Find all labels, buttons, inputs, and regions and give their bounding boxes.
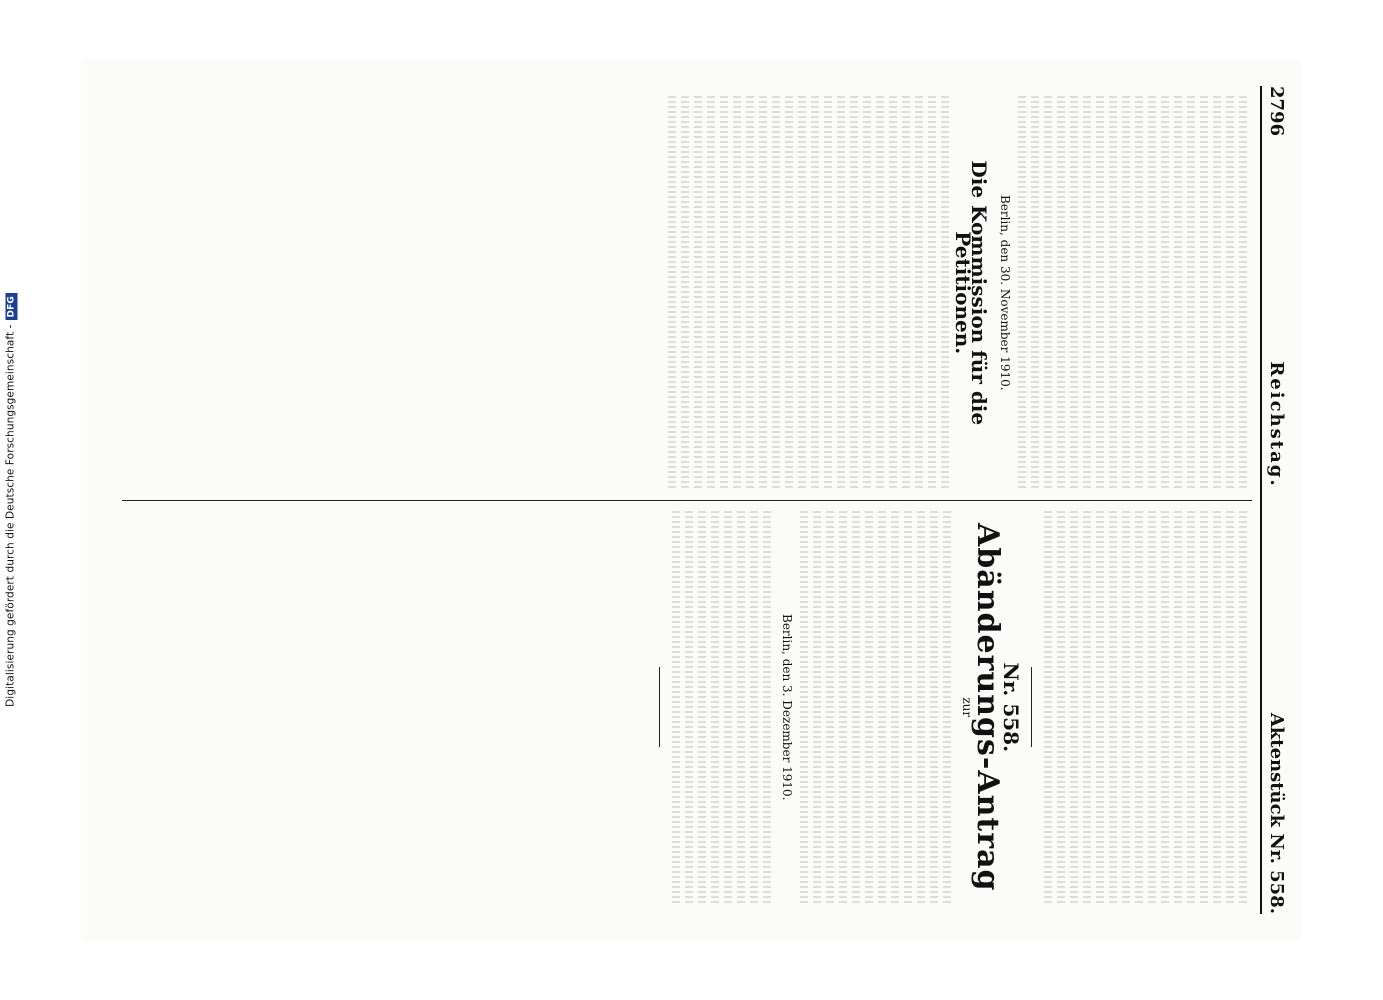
- illegible-line: [1174, 511, 1182, 905]
- illegible-line: [1018, 96, 1026, 490]
- illegible-line: [839, 511, 847, 905]
- credit-label: Digitalisierung gefördert durch die Deutsche Forschungsgemeinschaft -: [4, 324, 17, 707]
- illegible-line: [759, 96, 767, 490]
- illegible-line: [750, 511, 758, 905]
- illegible-line: [1044, 96, 1052, 490]
- section-rule: [1031, 667, 1032, 747]
- illegible-line: [711, 511, 719, 905]
- illegible-line: [889, 96, 897, 490]
- illegible-line: [1161, 96, 1169, 490]
- right-column: [122, 501, 1252, 915]
- illegible-line: [1148, 96, 1156, 490]
- illegible-line: [698, 511, 706, 905]
- illegible-line: [1226, 511, 1234, 905]
- illegible-line: [902, 96, 910, 490]
- illegible-line: [1213, 96, 1221, 490]
- illegible-line: [672, 511, 680, 905]
- page-number: 2796: [1266, 86, 1287, 137]
- document-number: Aktenstück Nr. 558.: [1266, 712, 1287, 914]
- illegible-line: [917, 511, 925, 905]
- illegible-line: [941, 96, 949, 490]
- page-header: [1260, 86, 1287, 914]
- illegible-line: [1226, 96, 1234, 490]
- amendment-date: Berlin, den 3. Dezember 1910.: [780, 614, 794, 801]
- illegible-line: [1057, 511, 1065, 905]
- illegible-line: [1057, 96, 1065, 490]
- illegible-line: [865, 511, 873, 905]
- illegible-line: [1044, 511, 1052, 905]
- illegible-line: [720, 96, 728, 490]
- illegible-line: [1161, 511, 1169, 905]
- illegible-line: [1109, 96, 1117, 490]
- illegible-line: [1239, 96, 1247, 490]
- illegible-line: [1213, 511, 1221, 905]
- illegible-line: [852, 511, 860, 905]
- illegible-line: [813, 511, 821, 905]
- illegible-line: [1148, 511, 1156, 905]
- publication-title: Reichstag.: [1266, 361, 1287, 488]
- illegible-line: [1083, 511, 1091, 905]
- committee-name: Die Kommission für die Petitionen.: [951, 160, 991, 426]
- illegible-line: [668, 96, 676, 490]
- illegible-line: [707, 96, 715, 490]
- credit-text: [5, 5, 18, 995]
- illegible-line: [1070, 96, 1078, 490]
- illegible-line: [826, 511, 834, 905]
- illegible-line: [1174, 96, 1182, 490]
- illegible-line: [800, 511, 808, 905]
- illegible-line: [685, 511, 693, 905]
- illegible-line: [1122, 96, 1130, 490]
- illegible-line: [1200, 96, 1208, 490]
- illegible-line: [694, 96, 702, 490]
- section-rule: [659, 667, 660, 747]
- illegible-line: [928, 96, 936, 490]
- dfg-logo: DFG: [6, 293, 18, 320]
- illegible-line: [1200, 511, 1208, 905]
- illegible-line: [763, 511, 771, 905]
- illegible-line: [1187, 511, 1195, 905]
- illegible-line: [1239, 511, 1247, 905]
- illegible-line: [1031, 96, 1039, 490]
- amendment-heading: Abänderungs-Antrag: [970, 523, 1005, 892]
- illegible-line: [1135, 96, 1143, 490]
- heading-connector: zur: [960, 697, 974, 718]
- illegible-line: [733, 96, 741, 490]
- illegible-line: [904, 511, 912, 905]
- amendment-number: Nr. 558.: [999, 662, 1023, 753]
- illegible-line: [1070, 511, 1078, 905]
- illegible-line: [824, 96, 832, 490]
- illegible-line: [850, 96, 858, 490]
- illegible-line: [681, 96, 689, 490]
- newspaper-page: [81, 60, 1301, 940]
- digitization-credit-strip: [0, 0, 22, 1000]
- illegible-line: [798, 96, 806, 490]
- illegible-line: [737, 511, 745, 905]
- illegible-line: [1096, 96, 1104, 490]
- illegible-line: [891, 511, 899, 905]
- illegible-line: [811, 96, 819, 490]
- illegible-line: [863, 96, 871, 490]
- illegible-line: [1083, 96, 1091, 490]
- illegible-line: [876, 96, 884, 490]
- illegible-line: [1109, 511, 1117, 905]
- illegible-line: [746, 96, 754, 490]
- illegible-line: [724, 511, 732, 905]
- illegible-line: [1187, 96, 1195, 490]
- illegible-line: [1135, 511, 1143, 905]
- left-column: [122, 86, 1252, 500]
- illegible-line: [785, 96, 793, 490]
- illegible-line: [915, 96, 923, 490]
- illegible-line: [1096, 511, 1104, 905]
- illegible-line: [1122, 511, 1130, 905]
- committee-date: Berlin, den 30. November 1910.: [998, 194, 1012, 391]
- illegible-line: [772, 96, 780, 490]
- text-columns: [122, 86, 1252, 914]
- illegible-line: [943, 511, 951, 905]
- illegible-line: [930, 511, 938, 905]
- illegible-line: [878, 511, 886, 905]
- illegible-line: [837, 96, 845, 490]
